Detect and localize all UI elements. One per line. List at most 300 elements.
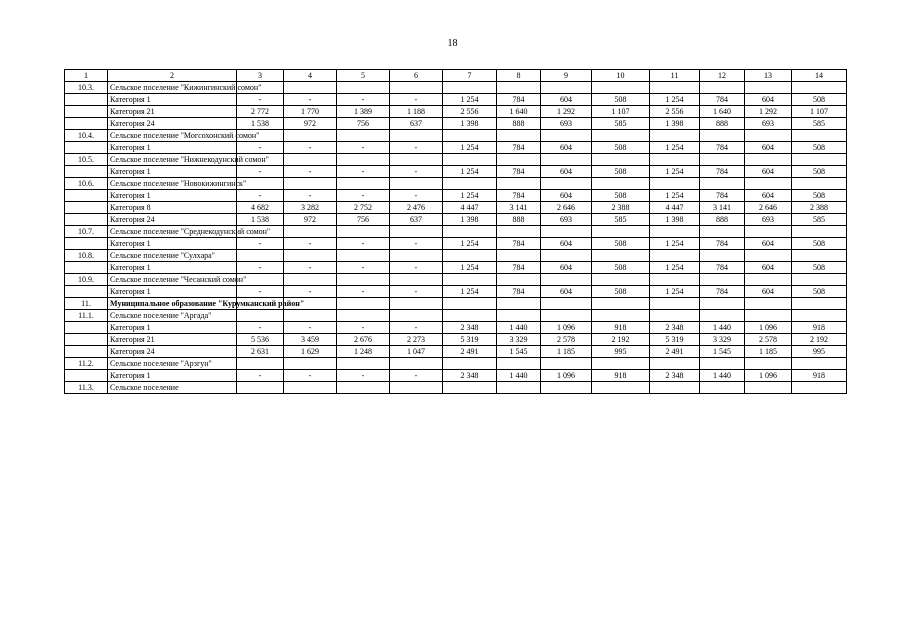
value-cell xyxy=(650,154,700,166)
row-code xyxy=(65,118,108,130)
row-name: Категория 1 xyxy=(108,190,237,202)
value-cell xyxy=(337,178,390,190)
row-code: 10.9. xyxy=(65,274,108,286)
value-cell: 784 xyxy=(700,286,745,298)
value-cell: 3 459 xyxy=(284,334,337,346)
value-cell: 5 319 xyxy=(650,334,700,346)
value-cell xyxy=(497,130,541,142)
category-row xyxy=(65,214,847,226)
value-cell xyxy=(237,310,284,322)
column-number: 6 xyxy=(390,70,443,82)
value-cell xyxy=(650,274,700,286)
value-cell: 3 141 xyxy=(497,202,541,214)
value-cell xyxy=(284,358,337,370)
value-cell: - xyxy=(284,142,337,154)
value-cell: 1 440 xyxy=(497,322,541,334)
row-code: 11. xyxy=(65,298,108,310)
value-cell xyxy=(443,298,497,310)
value-cell: 918 xyxy=(792,322,847,334)
value-cell: 604 xyxy=(745,166,792,178)
value-cell: 3 282 xyxy=(284,202,337,214)
row-name: Сельское поселение "Кижингинский сомон" xyxy=(108,82,237,94)
value-cell xyxy=(650,130,700,142)
column-number: 2 xyxy=(108,70,237,82)
value-cell: 1 096 xyxy=(541,322,592,334)
value-cell: 784 xyxy=(497,262,541,274)
row-code: 11.1. xyxy=(65,310,108,322)
category-row xyxy=(65,190,847,202)
value-cell xyxy=(390,310,443,322)
value-cell xyxy=(541,274,592,286)
category-row xyxy=(65,202,847,214)
row-name: Сельское поселение "Новокижингинск" xyxy=(108,178,237,190)
tariff-table xyxy=(64,69,847,394)
value-cell: 888 xyxy=(700,118,745,130)
value-cell: 508 xyxy=(592,166,650,178)
value-cell: 508 xyxy=(792,286,847,298)
value-cell: 918 xyxy=(792,370,847,382)
value-cell xyxy=(541,358,592,370)
value-cell xyxy=(284,82,337,94)
row-code xyxy=(65,286,108,298)
column-number: 7 xyxy=(443,70,497,82)
value-cell: 1 254 xyxy=(443,94,497,106)
value-cell: 1 254 xyxy=(650,142,700,154)
value-cell: 784 xyxy=(700,142,745,154)
value-cell: 784 xyxy=(700,238,745,250)
value-cell: 756 xyxy=(337,118,390,130)
value-cell: 888 xyxy=(497,214,541,226)
value-cell xyxy=(700,130,745,142)
row-name: Сельское поселение "Могсохонский сомон" xyxy=(108,130,237,142)
value-cell: 2 348 xyxy=(650,370,700,382)
value-cell: - xyxy=(284,322,337,334)
row-code: 10.4. xyxy=(65,130,108,142)
value-cell xyxy=(443,310,497,322)
value-cell xyxy=(792,130,847,142)
value-cell: 1 440 xyxy=(497,370,541,382)
column-number: 10 xyxy=(592,70,650,82)
value-cell: - xyxy=(337,166,390,178)
value-cell xyxy=(592,310,650,322)
value-cell xyxy=(541,82,592,94)
row-name: Категория 24 xyxy=(108,346,237,358)
value-cell xyxy=(745,310,792,322)
row-code: 11.3. xyxy=(65,382,108,394)
value-cell xyxy=(700,250,745,262)
value-cell: 604 xyxy=(541,262,592,274)
value-cell xyxy=(700,298,745,310)
value-cell: 918 xyxy=(592,370,650,382)
value-cell: 3 329 xyxy=(497,334,541,346)
value-cell: - xyxy=(337,322,390,334)
value-cell xyxy=(390,298,443,310)
value-cell xyxy=(650,358,700,370)
value-cell: 604 xyxy=(541,286,592,298)
row-name: Категория 1 xyxy=(108,286,237,298)
value-cell: 604 xyxy=(745,238,792,250)
value-cell xyxy=(592,358,650,370)
value-cell: - xyxy=(337,286,390,298)
value-cell: 995 xyxy=(792,346,847,358)
value-cell xyxy=(745,226,792,238)
value-cell: 2 646 xyxy=(541,202,592,214)
value-cell: 1 538 xyxy=(237,118,284,130)
value-cell: 604 xyxy=(745,142,792,154)
value-cell xyxy=(592,298,650,310)
value-cell: 888 xyxy=(700,214,745,226)
value-cell xyxy=(284,130,337,142)
page-number: 18 xyxy=(447,38,458,49)
value-cell: 4 447 xyxy=(650,202,700,214)
row-name: Категория 21 xyxy=(108,334,237,346)
value-cell xyxy=(700,226,745,238)
value-cell: 585 xyxy=(792,214,847,226)
row-code xyxy=(65,322,108,334)
value-cell xyxy=(337,298,390,310)
value-cell: 1 254 xyxy=(650,190,700,202)
value-cell: 604 xyxy=(745,262,792,274)
value-cell xyxy=(497,178,541,190)
value-cell: 2 631 xyxy=(237,346,284,358)
value-cell: 5 319 xyxy=(443,334,497,346)
column-number: 3 xyxy=(237,70,284,82)
value-cell: 1 047 xyxy=(390,346,443,358)
value-cell xyxy=(497,310,541,322)
row-name: Категория 24 xyxy=(108,214,237,226)
value-cell xyxy=(390,250,443,262)
value-cell: - xyxy=(284,286,337,298)
value-cell xyxy=(650,382,700,394)
row-code xyxy=(65,334,108,346)
value-cell xyxy=(792,358,847,370)
value-cell: - xyxy=(390,94,443,106)
value-cell: 1 096 xyxy=(541,370,592,382)
category-row xyxy=(65,118,847,130)
column-number: 11 xyxy=(650,70,700,82)
value-cell: 604 xyxy=(745,190,792,202)
value-cell: 2 491 xyxy=(650,346,700,358)
value-cell: 1 188 xyxy=(390,106,443,118)
value-cell: - xyxy=(390,166,443,178)
value-cell xyxy=(745,382,792,394)
settlement-row xyxy=(65,310,847,322)
value-cell: 604 xyxy=(541,142,592,154)
category-row xyxy=(65,94,847,106)
value-cell xyxy=(650,298,700,310)
value-cell: 784 xyxy=(497,238,541,250)
value-cell xyxy=(284,274,337,286)
column-number: 5 xyxy=(337,70,390,82)
value-cell: - xyxy=(390,322,443,334)
value-cell: 1 254 xyxy=(443,286,497,298)
value-cell: 508 xyxy=(792,166,847,178)
value-cell: 1 096 xyxy=(745,322,792,334)
settlement-row xyxy=(65,250,847,262)
value-cell xyxy=(792,154,847,166)
value-cell xyxy=(792,178,847,190)
value-cell: 2 388 xyxy=(792,202,847,214)
settlement-row xyxy=(65,298,847,310)
value-cell: 1 107 xyxy=(592,106,650,118)
row-code xyxy=(65,142,108,154)
value-cell xyxy=(443,178,497,190)
value-cell xyxy=(443,382,497,394)
row-name: Категория 24 xyxy=(108,118,237,130)
value-cell: 1 254 xyxy=(650,262,700,274)
value-cell: 604 xyxy=(541,94,592,106)
value-cell: - xyxy=(390,142,443,154)
value-cell xyxy=(650,178,700,190)
value-cell xyxy=(390,226,443,238)
value-cell xyxy=(650,82,700,94)
value-cell xyxy=(443,130,497,142)
value-cell xyxy=(650,226,700,238)
value-cell: - xyxy=(337,94,390,106)
value-cell xyxy=(443,274,497,286)
value-cell: - xyxy=(237,370,284,382)
value-cell: 2 752 xyxy=(337,202,390,214)
value-cell xyxy=(390,358,443,370)
value-cell: 1 292 xyxy=(745,106,792,118)
column-number: 14 xyxy=(792,70,847,82)
value-cell: - xyxy=(390,370,443,382)
row-name: Категория 1 xyxy=(108,238,237,250)
value-cell: 1 538 xyxy=(237,214,284,226)
value-cell xyxy=(592,274,650,286)
settlement-row xyxy=(65,382,847,394)
value-cell: 604 xyxy=(541,238,592,250)
value-cell xyxy=(390,82,443,94)
value-cell: - xyxy=(337,370,390,382)
row-code xyxy=(65,190,108,202)
value-cell: 2 556 xyxy=(443,106,497,118)
value-cell: 3 141 xyxy=(700,202,745,214)
value-cell xyxy=(700,310,745,322)
value-cell: 1 398 xyxy=(443,214,497,226)
row-name: Категория 1 xyxy=(108,94,237,106)
value-cell xyxy=(443,358,497,370)
value-cell: - xyxy=(284,190,337,202)
value-cell: 784 xyxy=(497,142,541,154)
value-cell: 508 xyxy=(792,190,847,202)
category-row xyxy=(65,286,847,298)
value-cell: 604 xyxy=(541,166,592,178)
value-cell: 2 646 xyxy=(745,202,792,214)
value-cell: 1 398 xyxy=(650,118,700,130)
value-cell xyxy=(497,298,541,310)
value-cell: - xyxy=(284,238,337,250)
column-number: 8 xyxy=(497,70,541,82)
value-cell xyxy=(792,298,847,310)
value-cell: 972 xyxy=(284,118,337,130)
value-cell: 918 xyxy=(592,322,650,334)
value-cell xyxy=(745,250,792,262)
value-cell: 693 xyxy=(541,214,592,226)
row-name: Категория 1 xyxy=(108,262,237,274)
value-cell xyxy=(390,178,443,190)
value-cell: 4 682 xyxy=(237,202,284,214)
settlement-row xyxy=(65,130,847,142)
value-cell xyxy=(337,310,390,322)
value-cell xyxy=(390,274,443,286)
value-cell: - xyxy=(337,238,390,250)
value-cell: 508 xyxy=(792,142,847,154)
value-cell xyxy=(541,154,592,166)
value-cell xyxy=(541,298,592,310)
value-cell xyxy=(745,154,792,166)
value-cell: 508 xyxy=(592,238,650,250)
row-name: Сельское поселение "Аргада" xyxy=(108,310,237,322)
value-cell: 637 xyxy=(390,118,443,130)
settlement-row xyxy=(65,154,847,166)
value-cell: - xyxy=(390,190,443,202)
value-cell: 972 xyxy=(284,214,337,226)
value-cell: 1 254 xyxy=(443,142,497,154)
row-code xyxy=(65,262,108,274)
value-cell: - xyxy=(390,286,443,298)
value-cell xyxy=(497,154,541,166)
value-cell xyxy=(700,274,745,286)
column-number: 9 xyxy=(541,70,592,82)
row-code: 10.6. xyxy=(65,178,108,190)
value-cell: 1 629 xyxy=(284,346,337,358)
value-cell: 2 491 xyxy=(443,346,497,358)
value-cell: 1 254 xyxy=(443,190,497,202)
value-cell: 2 772 xyxy=(237,106,284,118)
value-cell xyxy=(700,82,745,94)
value-cell: - xyxy=(284,94,337,106)
value-cell: - xyxy=(284,370,337,382)
value-cell: 693 xyxy=(745,118,792,130)
value-cell: 604 xyxy=(745,286,792,298)
value-cell xyxy=(792,310,847,322)
value-cell: 5 536 xyxy=(237,334,284,346)
value-cell: 3 329 xyxy=(700,334,745,346)
value-cell xyxy=(337,382,390,394)
value-cell xyxy=(592,226,650,238)
value-cell: - xyxy=(237,286,284,298)
header-row xyxy=(65,70,847,82)
value-cell: 508 xyxy=(592,286,650,298)
row-name: Сельское поселение "Арзгун" xyxy=(108,358,237,370)
value-cell: 1 640 xyxy=(497,106,541,118)
value-cell: - xyxy=(237,238,284,250)
value-cell xyxy=(497,358,541,370)
value-cell: 1 254 xyxy=(443,166,497,178)
value-cell xyxy=(284,154,337,166)
value-cell: 1 770 xyxy=(284,106,337,118)
value-cell xyxy=(337,154,390,166)
value-cell: 2 273 xyxy=(390,334,443,346)
value-cell: - xyxy=(237,142,284,154)
settlement-row xyxy=(65,82,847,94)
row-code xyxy=(65,106,108,118)
value-cell: 604 xyxy=(541,190,592,202)
row-code xyxy=(65,202,108,214)
value-cell: 2 676 xyxy=(337,334,390,346)
value-cell xyxy=(541,178,592,190)
row-code xyxy=(65,346,108,358)
row-code: 10.8. xyxy=(65,250,108,262)
category-row xyxy=(65,262,847,274)
value-cell: 1 185 xyxy=(745,346,792,358)
value-cell: 2 348 xyxy=(443,322,497,334)
value-cell: 604 xyxy=(745,94,792,106)
value-cell: 1 640 xyxy=(700,106,745,118)
category-row xyxy=(65,166,847,178)
value-cell: 2 578 xyxy=(541,334,592,346)
value-cell: 784 xyxy=(497,286,541,298)
value-cell xyxy=(592,154,650,166)
value-cell: - xyxy=(237,262,284,274)
row-code: 10.3. xyxy=(65,82,108,94)
value-cell: - xyxy=(390,262,443,274)
value-cell: 2 578 xyxy=(745,334,792,346)
value-cell xyxy=(700,358,745,370)
value-cell: - xyxy=(237,166,284,178)
row-code: 10.7. xyxy=(65,226,108,238)
value-cell xyxy=(237,358,284,370)
category-row xyxy=(65,334,847,346)
value-cell xyxy=(592,178,650,190)
row-code xyxy=(65,370,108,382)
value-cell: 508 xyxy=(792,262,847,274)
value-cell xyxy=(592,130,650,142)
value-cell xyxy=(337,358,390,370)
value-cell xyxy=(390,130,443,142)
value-cell xyxy=(700,154,745,166)
value-cell: 1 254 xyxy=(650,94,700,106)
value-cell xyxy=(443,226,497,238)
value-cell: 756 xyxy=(337,214,390,226)
value-cell xyxy=(700,178,745,190)
value-cell: 784 xyxy=(497,166,541,178)
value-cell xyxy=(443,250,497,262)
value-cell xyxy=(700,382,745,394)
row-code xyxy=(65,214,108,226)
value-cell: 637 xyxy=(390,214,443,226)
value-cell xyxy=(792,274,847,286)
value-cell: 1 254 xyxy=(443,262,497,274)
value-cell xyxy=(497,82,541,94)
settlement-row xyxy=(65,274,847,286)
value-cell xyxy=(650,310,700,322)
value-cell: - xyxy=(284,166,337,178)
value-cell xyxy=(745,274,792,286)
row-name: Сельское поселение "Чесанский сомон" xyxy=(108,274,237,286)
value-cell: 2 192 xyxy=(792,334,847,346)
row-name: Сельское поселение "Нижнекодунский сомон" xyxy=(108,154,237,166)
row-name: Категория 1 xyxy=(108,166,237,178)
column-number: 13 xyxy=(745,70,792,82)
row-code xyxy=(65,166,108,178)
row-code: 10.5. xyxy=(65,154,108,166)
row-name: Категория 1 xyxy=(108,370,237,382)
value-cell xyxy=(443,82,497,94)
value-cell: 1 292 xyxy=(541,106,592,118)
category-row xyxy=(65,142,847,154)
value-cell xyxy=(337,274,390,286)
value-cell: 784 xyxy=(497,190,541,202)
category-row xyxy=(65,346,847,358)
value-cell xyxy=(443,154,497,166)
value-cell: - xyxy=(237,190,284,202)
value-cell xyxy=(497,382,541,394)
value-cell: 585 xyxy=(792,118,847,130)
value-cell xyxy=(337,250,390,262)
value-cell: 1 185 xyxy=(541,346,592,358)
